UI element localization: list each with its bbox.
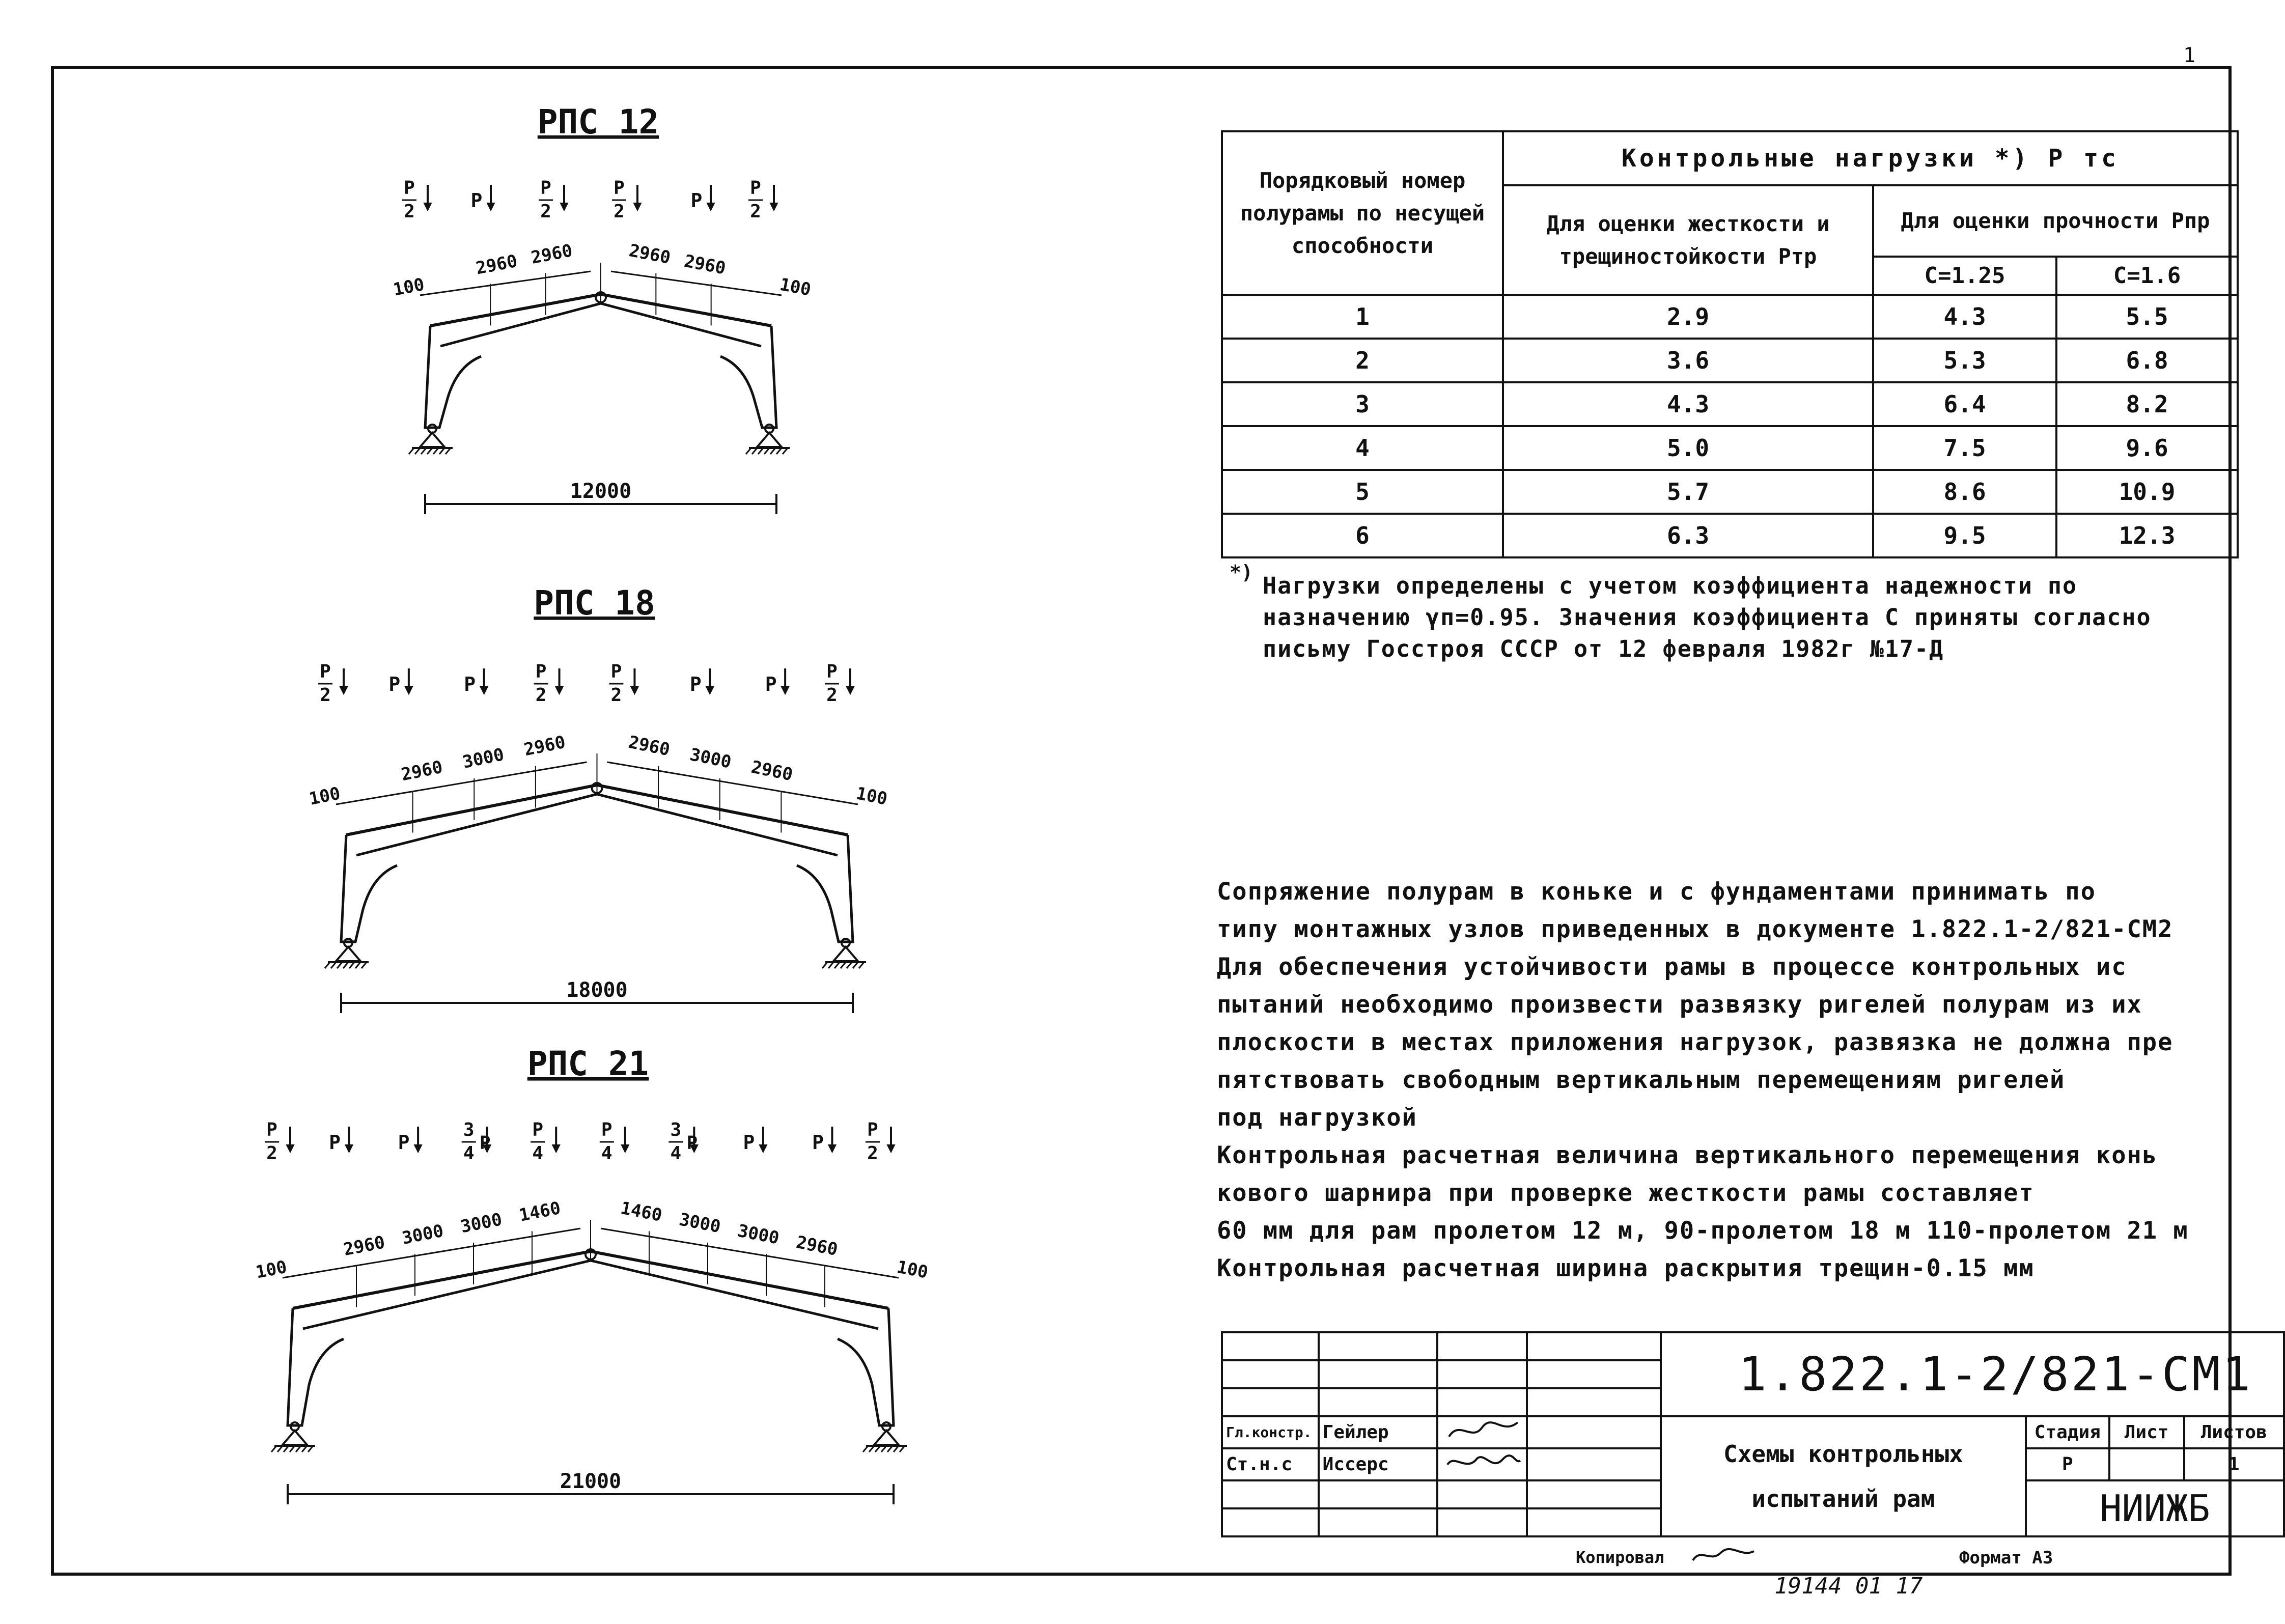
load-marker xyxy=(265,1119,294,1164)
load-arrow-head xyxy=(828,1145,835,1152)
instruction-line: 60 мм для рам пролетом 12 м, 90-пролетом 18 м 110-пролетом 21 м xyxy=(1217,1217,2189,1245)
dimension-label: 2960 xyxy=(474,250,519,279)
signature-2 xyxy=(1437,1448,1527,1480)
sheets-value: 1 xyxy=(2184,1448,2284,1480)
load-label: P xyxy=(867,1119,878,1140)
row-number: 1 xyxy=(1222,295,1503,339)
load-arrow-head xyxy=(631,687,638,694)
dimension-label: 100 xyxy=(307,783,342,809)
load-arrow-head xyxy=(634,203,641,210)
dimension-label: 1460 xyxy=(619,1197,664,1226)
dimension-label: 2960 xyxy=(749,757,795,786)
load-label: P xyxy=(765,673,777,695)
sheet-label: Лист xyxy=(2109,1416,2184,1448)
load-label: P xyxy=(398,1131,410,1154)
load-arrow-head xyxy=(552,1145,560,1152)
load-marker xyxy=(329,1127,352,1154)
instruction-line: пытаний необходимо произвести развязку ригелей полурам из их xyxy=(1217,991,2142,1019)
rafter-bottom xyxy=(303,1261,878,1329)
name-senior-researcher: Иссерс xyxy=(1319,1448,1438,1480)
dimension-label: 100 xyxy=(778,274,813,300)
load-label: 2 xyxy=(404,201,415,222)
document-code: 1.822.1-2/821-СМ1 xyxy=(1661,1332,2284,1416)
dimension-label: 2960 xyxy=(529,240,574,268)
strength-load-c16: 12.3 xyxy=(2056,514,2238,557)
load-arrow-head xyxy=(782,687,789,694)
header-control-loads: Контрольные нагрузки *) Р тс xyxy=(1503,131,2238,185)
load-marker xyxy=(765,668,789,695)
load-label: P xyxy=(686,1133,698,1154)
load-arrow-head xyxy=(707,203,714,210)
dim-line xyxy=(336,762,587,804)
load-label: P xyxy=(610,661,622,682)
load-arrow-head xyxy=(487,203,494,210)
load-row xyxy=(1222,339,2238,382)
load-arrow-head xyxy=(424,203,431,210)
load-marker xyxy=(691,185,714,212)
load-arrow-head xyxy=(760,1145,767,1152)
load-label: P xyxy=(266,1119,277,1140)
load-marker xyxy=(609,661,638,706)
load-label: 2 xyxy=(826,685,838,706)
row-number: 3 xyxy=(1222,382,1503,426)
instruction-line: под нагрузкой xyxy=(1217,1104,1417,1132)
load-label: 4 xyxy=(601,1143,612,1164)
load-label: 2 xyxy=(867,1143,878,1164)
top-mark: 1 xyxy=(2183,44,2196,67)
instruction-line: типу монтажных узлов приведенных в документе 1.822.1-2/821-СМ2 xyxy=(1217,915,2173,943)
load-rows xyxy=(1222,295,2238,557)
stiffness-load: 3.6 xyxy=(1503,339,1873,382)
load-label: 2 xyxy=(535,685,547,706)
dimension-label: 3000 xyxy=(459,1209,504,1238)
stage-value: Р xyxy=(2026,1448,2109,1480)
name-chief-designer: Гейлер xyxy=(1319,1416,1438,1448)
frame-title: РПС 18 xyxy=(534,583,655,623)
span-label: 21000 xyxy=(560,1470,622,1493)
instruction-line: кового шарнира при проверке жесткости рамы составляет xyxy=(1217,1179,2035,1207)
load-arrow-head xyxy=(346,1145,353,1152)
load-arrow-head xyxy=(706,687,713,694)
load-marker xyxy=(612,178,641,222)
load-marker xyxy=(668,1119,698,1164)
dimension-label: 3000 xyxy=(736,1220,781,1249)
instructions xyxy=(1217,873,2215,1287)
signature-2-mark xyxy=(1441,1449,1523,1475)
load-label: P xyxy=(540,178,551,199)
dimension-label: 100 xyxy=(895,1256,930,1283)
dimension-label: 3000 xyxy=(688,744,733,773)
load-label: P xyxy=(689,673,702,695)
load-marker xyxy=(402,178,431,222)
dimension-label: 3000 xyxy=(677,1209,722,1238)
dimension-label: 100 xyxy=(854,783,889,809)
instruction-line: пятствовать свободным вертикальным перемещениям ригелей xyxy=(1217,1066,2066,1094)
load-marker xyxy=(866,1119,895,1164)
load-marker xyxy=(318,661,347,706)
row-number: 5 xyxy=(1222,470,1503,514)
load-marker xyxy=(600,1119,629,1164)
title-block xyxy=(1221,1331,2285,1537)
load-marker xyxy=(388,668,412,695)
instruction-line: Контрольная расчетная ширина раскрытия трещин-0.15 мм xyxy=(1217,1254,2035,1282)
span-label: 18000 xyxy=(566,978,628,1002)
load-arrow-head xyxy=(770,203,777,210)
load-arrow-head xyxy=(340,687,347,694)
load-label: 3 xyxy=(670,1119,682,1140)
strength-load-c125: 4.3 xyxy=(1873,295,2056,339)
row-number: 4 xyxy=(1222,426,1503,470)
load-label: P xyxy=(535,661,547,682)
load-label: P xyxy=(750,178,761,199)
signature-1-mark xyxy=(1441,1417,1523,1443)
load-label: P xyxy=(479,1133,491,1154)
strength-load-c16: 8.2 xyxy=(2056,382,2238,426)
left-support xyxy=(325,939,369,968)
load-label: P xyxy=(743,1131,755,1154)
load-label: P xyxy=(470,189,483,212)
load-label: P xyxy=(826,661,838,682)
rafter-bottom xyxy=(440,303,761,346)
strength-load-c16: 6.8 xyxy=(2056,339,2238,382)
sheets-label: Листов xyxy=(2184,1416,2284,1448)
load-row xyxy=(1222,426,2238,470)
dimension-label: 2960 xyxy=(626,732,672,761)
footnote-line: Нагрузки определены с учетом коэффициента надежности по xyxy=(1263,572,2078,599)
load-label: 2 xyxy=(266,1143,277,1164)
strength-load-c125: 9.5 xyxy=(1873,514,2056,557)
header-frame-number: Порядковый номер полурамы по несущей способности xyxy=(1222,131,1503,295)
footnote xyxy=(1263,570,2152,665)
footnote-line: назначению γп=0.95. Значения коэффициента С приняты согласно xyxy=(1263,604,2152,631)
dimension-label: 2960 xyxy=(627,240,673,268)
stiffness-load: 5.7 xyxy=(1503,470,1873,514)
copied-by-signature xyxy=(1690,1545,1757,1565)
right-support xyxy=(746,425,790,454)
drawing-title xyxy=(1661,1416,2026,1536)
strength-load-c125: 5.3 xyxy=(1873,339,2056,382)
stiffness-load: 2.9 xyxy=(1503,295,1873,339)
dimension-label: 2960 xyxy=(682,250,728,279)
load-label: 4 xyxy=(463,1143,475,1164)
instruction-line: Сопряжение полурам в коньке и с фундаментами принимать по xyxy=(1217,878,2096,906)
load-label: 4 xyxy=(532,1143,544,1164)
load-label: P xyxy=(404,178,415,199)
instruction-line: Для обеспечения устойчивости рамы в процессе контрольных ис xyxy=(1217,953,2127,981)
dimension-label: 2960 xyxy=(522,732,568,761)
load-label: P xyxy=(601,1119,612,1140)
role-chief-designer: Гл.констр. xyxy=(1222,1416,1319,1448)
load-label: 3 xyxy=(463,1119,475,1140)
header-strength: Для оценки прочности Рпр xyxy=(1873,185,2238,257)
footnote-line: письму Госстроя СССР от 12 февраля 1982г №17-Д xyxy=(1263,635,1944,662)
load-marker xyxy=(398,1127,422,1154)
dimension-label: 1460 xyxy=(517,1197,563,1226)
dimension-label: 2960 xyxy=(794,1232,840,1261)
dim-line xyxy=(420,271,591,295)
stiffness-load: 4.3 xyxy=(1503,382,1873,426)
row-number: 2 xyxy=(1222,339,1503,382)
span-label: 12000 xyxy=(570,480,632,503)
dimension-label: 3000 xyxy=(400,1220,445,1249)
load-arrow-head xyxy=(561,203,568,210)
dimension-label: 100 xyxy=(392,274,426,300)
organization: НИИЖБ xyxy=(2026,1480,2284,1536)
dimension-label: 100 xyxy=(254,1256,289,1283)
load-marker xyxy=(743,1127,766,1154)
load-marker xyxy=(534,661,563,706)
load-label: 2 xyxy=(750,201,761,222)
load-marker xyxy=(464,668,487,695)
copied-by: Копировал xyxy=(1576,1548,1664,1567)
control-loads-table xyxy=(1221,130,2239,558)
load-row xyxy=(1222,470,2238,514)
load-arrow-head xyxy=(414,1145,422,1152)
dimension-label: 3000 xyxy=(461,744,506,773)
load-label: P xyxy=(690,189,703,212)
load-marker xyxy=(539,178,568,222)
load-label: P xyxy=(464,673,476,695)
load-arrow-head xyxy=(847,687,854,694)
load-marker xyxy=(690,668,713,695)
stage-label: Стадия xyxy=(2026,1416,2109,1448)
footnote-mark: *) xyxy=(1230,561,1253,583)
header-c125: С=1.25 xyxy=(1873,257,2056,295)
load-label: P xyxy=(320,661,331,682)
stiffness-load: 5.0 xyxy=(1503,426,1873,470)
rafter-bottom xyxy=(356,794,838,855)
load-arrow-head xyxy=(622,1145,629,1152)
load-arrow-head xyxy=(887,1145,895,1152)
role-senior-researcher: Ст.н.с xyxy=(1222,1448,1319,1480)
stiffness-load: 6.3 xyxy=(1503,514,1873,557)
dimension-label: 2960 xyxy=(342,1232,387,1261)
load-label: 2 xyxy=(540,201,551,222)
signature-1 xyxy=(1437,1416,1527,1448)
load-marker xyxy=(825,661,854,706)
left-column xyxy=(425,326,481,428)
strength-load-c125: 8.6 xyxy=(1873,470,2056,514)
load-arrow-head xyxy=(287,1145,294,1152)
frame-title: РПС 21 xyxy=(527,1044,649,1083)
load-marker xyxy=(462,1119,491,1164)
dimension-label: 2960 xyxy=(399,757,444,786)
load-arrow-head xyxy=(405,687,412,694)
dim-line xyxy=(607,762,858,804)
instruction-line: плоскости в местах приложения нагрузок, развязка не должна пре xyxy=(1217,1028,2173,1056)
dim-line xyxy=(611,271,782,295)
strength-load-c16: 10.9 xyxy=(2056,470,2238,514)
drawing-title-line1: Схемы контрольных xyxy=(1723,1440,1963,1468)
load-arrow-head xyxy=(481,687,488,694)
strength-load-c16: 9.6 xyxy=(2056,426,2238,470)
strength-load-c125: 7.5 xyxy=(1873,426,2056,470)
format: Формат А3 xyxy=(1959,1548,2053,1568)
frame-title: РПС 12 xyxy=(537,102,659,142)
load-row xyxy=(1222,382,2238,426)
load-label: P xyxy=(388,673,401,695)
load-row xyxy=(1222,295,2238,339)
load-label: P xyxy=(614,178,625,199)
load-label: P xyxy=(812,1131,824,1154)
left-support xyxy=(271,1422,315,1452)
load-row xyxy=(1222,514,2238,557)
load-arrow-head xyxy=(556,687,563,694)
header-c16: С=1.6 xyxy=(2056,257,2238,295)
load-label: P xyxy=(532,1119,544,1140)
load-marker xyxy=(748,178,777,222)
header-stiffness: Для оценки жесткости и трещиностойкости Ртр xyxy=(1503,185,1873,295)
strength-load-c16: 5.5 xyxy=(2056,295,2238,339)
right-column xyxy=(720,326,776,428)
load-label: 2 xyxy=(610,685,622,706)
instruction-line: Контрольная расчетная величина вертикального перемещения конь xyxy=(1217,1141,2158,1169)
load-marker xyxy=(812,1127,835,1154)
right-support xyxy=(822,939,866,968)
row-number: 6 xyxy=(1222,514,1503,557)
strength-load-c125: 6.4 xyxy=(1873,382,2056,426)
load-marker xyxy=(471,185,494,212)
drawing-title-line2: испытаний рам xyxy=(1751,1485,1935,1513)
load-label: 2 xyxy=(614,201,625,222)
right-support xyxy=(863,1422,907,1452)
load-label: P xyxy=(329,1131,341,1154)
archive-number: 19144 01 17 xyxy=(1774,1573,1923,1599)
load-label: 4 xyxy=(670,1143,682,1164)
load-marker xyxy=(531,1119,560,1164)
load-label: 2 xyxy=(320,685,331,706)
left-support xyxy=(409,425,453,454)
